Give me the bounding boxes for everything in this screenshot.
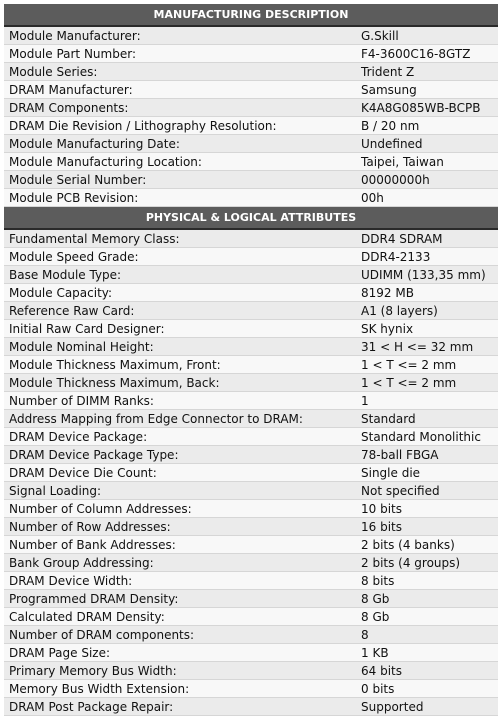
table-row [4, 320, 498, 338]
table-row [4, 266, 498, 284]
property-label: Module Manufacturing Date: [4, 135, 355, 153]
property-label: Module Series: [4, 63, 355, 81]
property-label: Signal Loading: [4, 482, 355, 500]
property-value: Trident Z [355, 63, 498, 81]
table-row [4, 482, 498, 500]
table-row [4, 171, 498, 189]
table-row [4, 45, 498, 63]
manufacturing-table [4, 27, 498, 207]
table-row [4, 230, 498, 248]
property-value: G.Skill [355, 27, 498, 45]
section-header-manufacturing: MANUFACTURING DESCRIPTION [4, 4, 498, 27]
property-label: Module Part Number: [4, 45, 355, 63]
property-label: Module Capacity: [4, 284, 355, 302]
property-label: Programmed DRAM Density: [4, 590, 355, 608]
property-value: 8192 MB [355, 284, 498, 302]
property-label: Module Thickness Maximum, Front: [4, 356, 355, 374]
property-label: DRAM Page Size: [4, 644, 355, 662]
property-label: Number of DIMM Ranks: [4, 392, 355, 410]
property-label: Calculated DRAM Density: [4, 608, 355, 626]
property-value: 8 [355, 626, 498, 644]
property-label: Reference Raw Card: [4, 302, 355, 320]
property-value: 00000000h [355, 171, 498, 189]
property-label: DRAM Device Package: [4, 428, 355, 446]
table-row [4, 338, 498, 356]
property-value: 1 [355, 392, 498, 410]
table-row [4, 117, 498, 135]
property-label: Module Nominal Height: [4, 338, 355, 356]
property-value: 00h [355, 189, 498, 207]
property-value: 8 Gb [355, 590, 498, 608]
property-value: 64 bits [355, 662, 498, 680]
property-label: DRAM Device Width: [4, 572, 355, 590]
property-value: 8 bits [355, 572, 498, 590]
table-row [4, 662, 498, 680]
property-label: DRAM Die Revision / Lithography Resolution: [4, 117, 355, 135]
property-label: Module Manufacturer: [4, 27, 355, 45]
property-value: Supported [355, 698, 498, 716]
property-label: Fundamental Memory Class: [4, 230, 355, 248]
property-label: Number of Column Addresses: [4, 500, 355, 518]
property-value: 0 bits [355, 680, 498, 698]
table-row [4, 135, 498, 153]
property-value: Taipei, Taiwan [355, 153, 498, 171]
table-row [4, 284, 498, 302]
table-row [4, 644, 498, 662]
property-value: Samsung [355, 81, 498, 99]
property-label: Base Module Type: [4, 266, 355, 284]
table-row [4, 63, 498, 81]
table-row [4, 374, 498, 392]
table-row [4, 153, 498, 171]
property-value: DDR4 SDRAM [355, 230, 498, 248]
table-row [4, 446, 498, 464]
table-row [4, 27, 498, 45]
property-value: 2 bits (4 banks) [355, 536, 498, 554]
property-value: Undefined [355, 135, 498, 153]
property-label: Bank Group Addressing: [4, 554, 355, 572]
table-row [4, 189, 498, 207]
table-row [4, 680, 498, 698]
property-label: Module Manufacturing Location: [4, 153, 355, 171]
table-row [4, 608, 498, 626]
physical-logical-table [4, 230, 498, 716]
table-row [4, 500, 498, 518]
property-value: B / 20 nm [355, 117, 498, 135]
table-row [4, 392, 498, 410]
table-row [4, 536, 498, 554]
property-value: 8 Gb [355, 608, 498, 626]
property-value: 31 < H <= 32 mm [355, 338, 498, 356]
table-row [4, 302, 498, 320]
property-value: Standard Monolithic [355, 428, 498, 446]
property-value: A1 (8 layers) [355, 302, 498, 320]
property-label: Primary Memory Bus Width: [4, 662, 355, 680]
property-value: 1 KB [355, 644, 498, 662]
property-value: 16 bits [355, 518, 498, 536]
property-label: DRAM Manufacturer: [4, 81, 355, 99]
property-value: UDIMM (133,35 mm) [355, 266, 498, 284]
property-label: Address Mapping from Edge Connector to DRAM: [4, 410, 355, 428]
property-value: K4A8G085WB-BCPB [355, 99, 498, 117]
property-value: Not specified [355, 482, 498, 500]
table-row [4, 626, 498, 644]
property-label: DRAM Post Package Repair: [4, 698, 355, 716]
table-row [4, 410, 498, 428]
property-value: 2 bits (4 groups) [355, 554, 498, 572]
property-label: Number of Row Addresses: [4, 518, 355, 536]
table-row [4, 248, 498, 266]
table-row [4, 99, 498, 117]
table-row [4, 590, 498, 608]
property-value: DDR4-2133 [355, 248, 498, 266]
property-label: DRAM Device Die Count: [4, 464, 355, 482]
section-header-physical-logical: PHYSICAL & LOGICAL ATTRIBUTES [4, 207, 498, 230]
property-label: Number of Bank Addresses: [4, 536, 355, 554]
property-label: Number of DRAM components: [4, 626, 355, 644]
property-label: Module PCB Revision: [4, 189, 355, 207]
property-value: 1 < T <= 2 mm [355, 356, 498, 374]
table-row [4, 428, 498, 446]
property-value: 1 < T <= 2 mm [355, 374, 498, 392]
table-row [4, 518, 498, 536]
property-value: Single die [355, 464, 498, 482]
property-label: Module Thickness Maximum, Back: [4, 374, 355, 392]
table-row [4, 572, 498, 590]
table-row [4, 554, 498, 572]
property-label: Module Speed Grade: [4, 248, 355, 266]
table-row [4, 698, 498, 716]
property-label: Module Serial Number: [4, 171, 355, 189]
property-value: SK hynix [355, 320, 498, 338]
property-value: 78-ball FBGA [355, 446, 498, 464]
spd-info-panel [4, 4, 498, 716]
property-label: Memory Bus Width Extension: [4, 680, 355, 698]
table-row [4, 81, 498, 99]
property-value: 10 bits [355, 500, 498, 518]
table-row [4, 356, 498, 374]
property-label: DRAM Device Package Type: [4, 446, 355, 464]
property-value: Standard [355, 410, 498, 428]
property-label: DRAM Components: [4, 99, 355, 117]
property-label: Initial Raw Card Designer: [4, 320, 355, 338]
property-value: F4-3600C16-8GTZ [355, 45, 498, 63]
table-row [4, 464, 498, 482]
